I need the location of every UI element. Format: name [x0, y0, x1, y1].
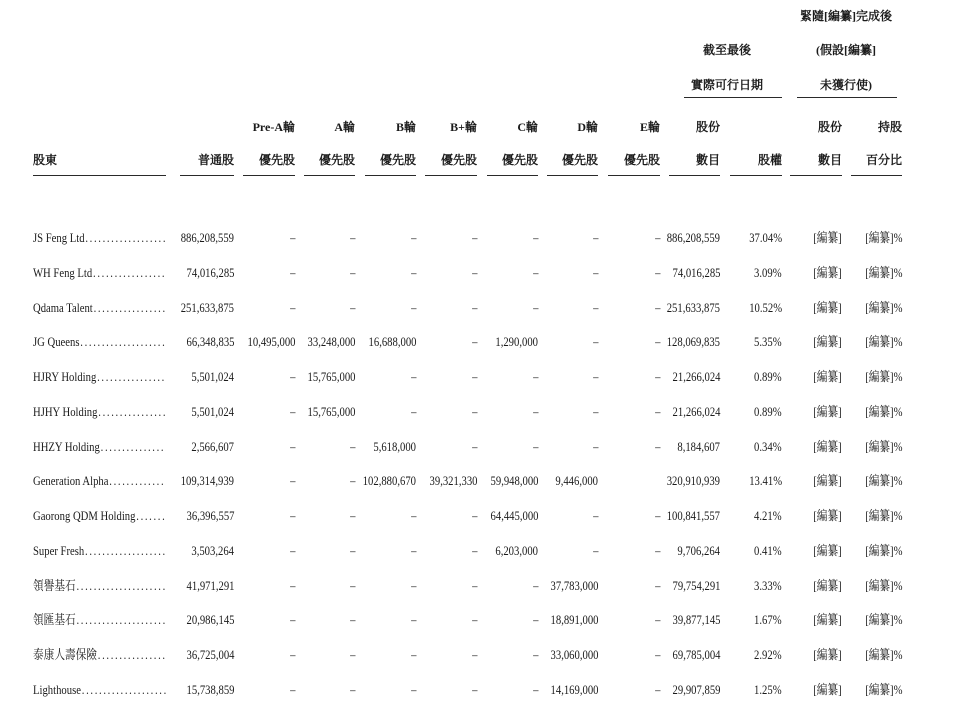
- cell-d: –: [592, 299, 598, 315]
- shareholder-cell: [33, 300, 166, 316]
- col-post-pct-rule: [851, 175, 902, 176]
- cell-b-plus: –: [471, 542, 477, 558]
- cell-a: –: [349, 438, 355, 454]
- cell-d: –: [592, 542, 598, 558]
- cell-d: 37,783,000: [550, 577, 598, 593]
- cell-post-shares: [編纂]: [813, 230, 842, 245]
- col-pre-a: 優先股: [258, 153, 295, 167]
- col-c: 優先股: [501, 153, 538, 167]
- table-row: [0, 439, 959, 455]
- shareholder-cell: [33, 543, 166, 559]
- col-shareholder: 股東: [33, 153, 58, 167]
- shareholder-name: 領匯基石: [33, 612, 76, 628]
- shareholder-name-wrap: [33, 647, 166, 663]
- table-row: [0, 578, 959, 594]
- cell-post-pct: [編纂]%: [864, 299, 902, 315]
- cell-e: –: [654, 542, 660, 558]
- cell-post-pct: [編纂]%: [864, 334, 902, 350]
- shareholder-name: 泰康人壽保險: [33, 647, 97, 663]
- cell-post-pct: [編纂]%: [864, 542, 902, 558]
- cell-post-shares: [編纂]: [813, 542, 842, 558]
- cell-a: 15,765,000: [307, 369, 355, 385]
- shareholder-cell: [33, 230, 166, 246]
- cell-b-plus: –: [471, 508, 477, 524]
- cell-post-pct: [編纂]%: [864, 473, 902, 489]
- cell-a: –: [349, 682, 355, 697]
- table-row: [0, 473, 959, 489]
- dot-leader: [109, 473, 166, 488]
- cell-lpd-pct: 0.41%: [754, 542, 782, 558]
- dot-leader: [76, 612, 165, 627]
- table-row: [0, 404, 959, 420]
- table-row: [0, 682, 959, 698]
- lpd-heading-line1: 截至最後: [702, 43, 751, 57]
- cell-post-shares: [編纂]: [813, 264, 842, 280]
- col-lpd-shares-rule: [669, 175, 720, 176]
- cell-pre-a: –: [289, 403, 295, 419]
- cell-d: –: [592, 403, 598, 419]
- cell-ordinary: 251,633,875: [180, 299, 234, 315]
- cell-ordinary: 5,501,024: [191, 369, 234, 385]
- cell-post-pct: [編纂]%: [864, 264, 902, 280]
- cell-c: –: [532, 230, 538, 245]
- shareholder-name: Super Fresh: [33, 542, 85, 558]
- shareholder-cell: [33, 404, 166, 420]
- cell-post-shares: [編纂]: [813, 577, 842, 593]
- cell-d: 9,446,000: [555, 473, 598, 489]
- dot-leader: [76, 578, 165, 593]
- cell-pre-a: –: [289, 230, 295, 245]
- cell-a: –: [349, 542, 355, 558]
- table-row: [0, 265, 959, 281]
- shareholder-name: HJRY Holding: [33, 369, 97, 385]
- shareholder-name: JG Queens: [33, 334, 80, 350]
- cell-ordinary: 41,971,291: [186, 577, 234, 593]
- col-post-pct-top: 持股: [877, 120, 902, 134]
- cell-a: –: [349, 264, 355, 280]
- cell-pre-a: –: [289, 682, 295, 697]
- cell-lpd-pct: 1.67%: [754, 612, 782, 628]
- cell-pre-a: –: [289, 542, 295, 558]
- cell-e: –: [654, 438, 660, 454]
- col-ordinary-rule: [180, 175, 234, 176]
- shareholder-cell: [33, 369, 166, 385]
- shareholder-cell: [33, 647, 166, 663]
- cell-b-plus: –: [471, 299, 477, 315]
- col-lpd-shares-top: 股份: [695, 120, 720, 134]
- cell-c: –: [532, 403, 538, 419]
- col-b-plus: 優先股: [440, 153, 477, 167]
- cell-lpd-shares: 8,184,607: [677, 438, 720, 454]
- cell-ordinary: 2,566,607: [191, 438, 234, 454]
- cell-lpd-shares: 21,266,024: [672, 403, 720, 419]
- cell-lpd-shares: 251,633,875: [666, 299, 720, 315]
- cell-b-plus: –: [471, 230, 477, 245]
- cell-lpd-pct: 1.25%: [754, 682, 782, 697]
- cell-lpd-pct: 5.35%: [754, 334, 782, 350]
- dot-leader: [80, 334, 166, 349]
- cell-pre-a: –: [289, 369, 295, 385]
- cell-a: –: [349, 299, 355, 315]
- shareholder-cell: [33, 508, 166, 524]
- cell-a: –: [349, 577, 355, 593]
- shareholder-name-wrap: [33, 508, 166, 524]
- shareholder-name: Generation Alpha: [33, 473, 109, 489]
- table-row: [0, 369, 959, 385]
- cell-b-plus: –: [471, 682, 477, 697]
- cell-ordinary: 66,348,835: [186, 334, 234, 350]
- cell-b: –: [410, 230, 416, 245]
- cell-c: 64,445,000: [490, 508, 538, 524]
- cell-b: 102,880,670: [362, 473, 416, 489]
- dot-leader: [98, 404, 166, 419]
- dot-leader: [136, 508, 166, 523]
- cell-b-plus: –: [471, 334, 477, 350]
- col-lpd-shares: 數目: [695, 153, 720, 167]
- cell-ordinary: 3,503,264: [191, 542, 234, 558]
- cell-b: 16,688,000: [368, 334, 416, 350]
- shareholder-cell: [33, 473, 166, 489]
- shareholder-cell: [33, 682, 166, 698]
- col-b-rule: [365, 175, 416, 176]
- dot-leader: [93, 265, 166, 280]
- table-row: [0, 647, 959, 663]
- shareholder-name: 領譽基石: [33, 577, 76, 593]
- col-b-plus-rule: [425, 175, 477, 176]
- cell-d: –: [592, 369, 598, 385]
- cell-e: –: [654, 682, 660, 697]
- col-e: 優先股: [623, 153, 660, 167]
- shareholder-name-wrap: [33, 473, 166, 489]
- cell-lpd-shares: 886,208,559: [666, 230, 720, 245]
- col-a-rule: [304, 175, 355, 176]
- shareholder-name: Gaorong QDM Holding: [33, 508, 136, 524]
- dot-leader: [85, 230, 165, 245]
- cell-e: –: [654, 369, 660, 385]
- col-b: 優先股: [379, 153, 416, 167]
- shareholder-name-wrap: [33, 439, 166, 455]
- cell-c: –: [532, 369, 538, 385]
- cell-e: –: [654, 264, 660, 280]
- cell-c: –: [532, 612, 538, 628]
- cell-b-plus: –: [471, 403, 477, 419]
- col-ordinary: 普通股: [197, 153, 234, 167]
- cell-a: 33,248,000: [307, 334, 355, 350]
- cell-b-plus: –: [471, 612, 477, 628]
- dot-leader: [98, 647, 166, 662]
- table-row: [0, 508, 959, 524]
- shareholder-cell: [33, 578, 166, 594]
- cell-post-shares: [編纂]: [813, 473, 842, 489]
- cell-ordinary: 886,208,559: [180, 230, 234, 245]
- col-d-rule: [547, 175, 598, 176]
- shareholder-name: Qdama Talent: [33, 299, 93, 315]
- cell-b-plus: –: [471, 438, 477, 454]
- cell-post-shares: [編纂]: [813, 403, 842, 419]
- cell-a: –: [349, 612, 355, 628]
- col-a-round: A輪: [334, 120, 355, 134]
- cell-ordinary: 20,986,145: [186, 612, 234, 628]
- col-c-rule: [487, 175, 538, 176]
- shareholder-name: JS Feng Ltd: [33, 230, 85, 245]
- cell-lpd-pct: 3.09%: [754, 264, 782, 280]
- cell-b: 5,618,000: [373, 438, 416, 454]
- shareholder-name: Lighthouse: [33, 682, 81, 697]
- cell-b-plus: 39,321,330: [429, 473, 477, 489]
- cell-c: –: [532, 577, 538, 593]
- cell-ordinary: 36,725,004: [186, 647, 234, 663]
- cell-lpd-pct: 3.33%: [754, 577, 782, 593]
- cell-ordinary: 36,396,557: [186, 508, 234, 524]
- lpd-heading-line2: 實際可行日期: [690, 78, 763, 92]
- shareholder-name: HHZY Holding: [33, 438, 100, 454]
- cell-c: –: [532, 438, 538, 454]
- cell-b: –: [410, 299, 416, 315]
- table-row: [0, 334, 959, 350]
- shareholder-cell: [33, 265, 166, 281]
- cell-pre-a: –: [289, 264, 295, 280]
- cell-post-shares: [編纂]: [813, 612, 842, 628]
- cell-lpd-pct: 10.52%: [749, 299, 782, 315]
- col-post-shares: 數目: [817, 153, 842, 167]
- cell-pre-a: –: [289, 299, 295, 315]
- shareholder-name-wrap: [33, 265, 166, 281]
- dot-leader: [97, 369, 166, 384]
- shareholder-cell: [33, 612, 166, 628]
- cell-c: 1,290,000: [495, 334, 538, 350]
- cell-lpd-shares: 29,907,859: [672, 682, 720, 697]
- cell-post-shares: [編纂]: [813, 647, 842, 663]
- cell-ordinary: 5,501,024: [191, 403, 234, 419]
- cell-b: –: [410, 403, 416, 419]
- post-offering-heading-line1: 緊隨[編纂]完成後: [800, 9, 892, 23]
- cell-lpd-shares: 79,754,291: [672, 577, 720, 593]
- col-e-rule: [608, 175, 660, 176]
- cell-lpd-pct: 4.21%: [754, 508, 782, 524]
- cell-lpd-shares: 128,069,835: [666, 334, 720, 350]
- cell-lpd-pct: 0.34%: [754, 438, 782, 454]
- table-row: [0, 230, 959, 246]
- cell-pre-a: –: [289, 473, 295, 489]
- cell-lpd-shares: 9,706,264: [677, 542, 720, 558]
- cell-ordinary: 109,314,939: [180, 473, 234, 489]
- shareholder-name-wrap: [33, 369, 166, 385]
- cell-lpd-shares: 39,877,145: [672, 612, 720, 628]
- cell-e: –: [654, 577, 660, 593]
- cell-b-plus: –: [471, 647, 477, 663]
- shareholder-name-wrap: [33, 682, 166, 698]
- cell-c: 6,203,000: [495, 542, 538, 558]
- table-row: [0, 300, 959, 316]
- dot-leader: [85, 543, 166, 558]
- cell-pre-a: –: [289, 438, 295, 454]
- post-offering-heading-rule: [797, 97, 897, 98]
- cell-lpd-pct: 0.89%: [754, 403, 782, 419]
- col-c-round: C輪: [517, 120, 538, 134]
- cell-ordinary: 74,016,285: [186, 264, 234, 280]
- cell-a: 15,765,000: [307, 403, 355, 419]
- cell-pre-a: –: [289, 508, 295, 524]
- cell-post-shares: [編纂]: [813, 369, 842, 385]
- cell-lpd-shares: 320,910,939: [666, 473, 720, 489]
- cell-c: –: [532, 682, 538, 697]
- cell-e: –: [654, 647, 660, 663]
- cell-e: –: [654, 230, 660, 245]
- cell-pre-a: –: [289, 577, 295, 593]
- table-row: [0, 543, 959, 559]
- col-lpd-pct-rule: [730, 175, 782, 176]
- cell-post-pct: [編纂]%: [864, 612, 902, 628]
- cell-pre-a: –: [289, 647, 295, 663]
- col-post-shares-rule: [790, 175, 842, 176]
- cell-d: –: [592, 230, 598, 245]
- cell-post-pct: [編纂]%: [864, 230, 902, 245]
- shareholder-name-wrap: [33, 612, 166, 628]
- cell-c: 59,948,000: [490, 473, 538, 489]
- cell-b-plus: –: [471, 369, 477, 385]
- cell-post-shares: [編纂]: [813, 508, 842, 524]
- cell-d: –: [592, 508, 598, 524]
- cell-e: –: [654, 299, 660, 315]
- post-offering-heading-line2: (假設[編纂]: [816, 43, 876, 57]
- shareholder-name-wrap: [33, 230, 166, 246]
- cell-lpd-shares: 74,016,285: [672, 264, 720, 280]
- col-pre-a-round: Pre-A輪: [252, 120, 295, 134]
- cell-post-pct: [編纂]%: [864, 403, 902, 419]
- cell-b: –: [410, 264, 416, 280]
- cell-post-pct: [編纂]%: [864, 508, 902, 524]
- cell-c: –: [532, 299, 538, 315]
- cell-lpd-shares: 21,266,024: [672, 369, 720, 385]
- cell-post-shares: [編纂]: [813, 299, 842, 315]
- shareholder-name-wrap: [33, 300, 166, 316]
- cell-d: –: [592, 438, 598, 454]
- cell-pre-a: –: [289, 612, 295, 628]
- dot-leader: [94, 300, 166, 315]
- col-a: 優先股: [318, 153, 355, 167]
- col-d-round: D輪: [577, 120, 598, 134]
- col-shareholder-rule: [33, 175, 166, 176]
- cell-a: –: [349, 473, 355, 489]
- shareholder-name-wrap: [33, 543, 166, 559]
- cell-e: –: [654, 334, 660, 350]
- cell-post-shares: [編纂]: [813, 438, 842, 454]
- col-post-pct: 百分比: [865, 153, 902, 167]
- cell-post-pct: [編纂]%: [864, 369, 902, 385]
- cell-e: –: [654, 403, 660, 419]
- cell-b: –: [410, 508, 416, 524]
- cell-b-plus: –: [471, 264, 477, 280]
- shareholder-name: HJHY Holding: [33, 403, 98, 419]
- dot-leader: [101, 439, 166, 454]
- col-lpd-pct: 股權: [757, 153, 782, 167]
- cell-b: –: [410, 647, 416, 663]
- cell-b: –: [410, 542, 416, 558]
- table-row: [0, 612, 959, 628]
- cell-post-shares: [編纂]: [813, 682, 842, 697]
- col-d: 優先股: [561, 153, 598, 167]
- cell-post-shares: [編纂]: [813, 334, 842, 350]
- cell-d: 14,169,000: [550, 682, 598, 697]
- post-offering-heading-line3: 未獲行使): [820, 78, 872, 92]
- cell-lpd-pct: 37.04%: [749, 230, 782, 245]
- shareholder-cell: [33, 439, 166, 455]
- shareholder-name-wrap: [33, 334, 166, 350]
- cell-b: –: [410, 682, 416, 697]
- cell-post-pct: [編纂]%: [864, 577, 902, 593]
- cell-e: –: [654, 508, 660, 524]
- shareholder-name-wrap: [33, 578, 166, 594]
- col-post-shares-top: 股份: [817, 120, 842, 134]
- cell-post-pct: [編纂]%: [864, 647, 902, 663]
- cell-a: –: [349, 230, 355, 245]
- col-pre-a-rule: [243, 175, 295, 176]
- cell-b: –: [410, 577, 416, 593]
- cell-d: –: [592, 264, 598, 280]
- shareholder-name-wrap: [33, 404, 166, 420]
- cell-lpd-shares: 100,841,557: [666, 508, 720, 524]
- cell-b: –: [410, 369, 416, 385]
- cell-pre-a: 10,495,000: [247, 334, 295, 350]
- cell-post-pct: [編纂]%: [864, 438, 902, 454]
- cell-c: –: [532, 264, 538, 280]
- cell-lpd-pct: 2.92%: [754, 647, 782, 663]
- cell-d: 18,891,000: [550, 612, 598, 628]
- col-b-round: B輪: [395, 120, 416, 134]
- cell-c: –: [532, 647, 538, 663]
- lpd-heading-rule: [684, 97, 782, 98]
- shareholder-name: WH Feng Ltd: [33, 264, 93, 280]
- cell-d: 33,060,000: [550, 647, 598, 663]
- cell-a: –: [349, 647, 355, 663]
- cell-b: –: [410, 612, 416, 628]
- cell-post-pct: [編纂]%: [864, 682, 902, 697]
- cell-e: –: [654, 612, 660, 628]
- cell-lpd-pct: 0.89%: [754, 369, 782, 385]
- dot-leader: [82, 682, 166, 697]
- cell-a: –: [349, 508, 355, 524]
- cell-lpd-pct: 13.41%: [749, 473, 782, 489]
- shareholder-cell: [33, 334, 166, 350]
- cell-lpd-shares: 69,785,004: [672, 647, 720, 663]
- col-e-round: E輪: [639, 120, 660, 134]
- col-b-plus-round: B+輪: [450, 120, 477, 134]
- cell-d: –: [592, 334, 598, 350]
- cell-b-plus: –: [471, 577, 477, 593]
- cell-ordinary: 15,738,859: [186, 682, 234, 697]
